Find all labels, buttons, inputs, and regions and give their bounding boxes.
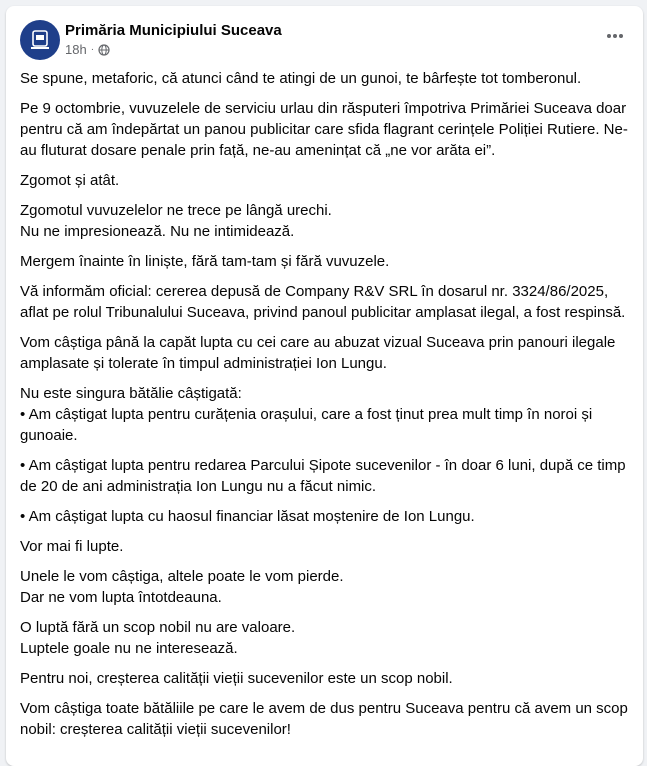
post-paragraph: Vă informăm oficial: cererea depusă de Company R&V SRL în dosarul nr. 3324/86/2025, aflat pe rolul Tribunalului Suceava, privind panoul publicitar amplasat ilegal, a fost respinsă. xyxy=(20,283,626,321)
post-paragraph: Zgomotul vuvuzelelor ne trece pe lângă urechi. Nu ne impresionează. Nu ne intimidează. xyxy=(20,202,332,240)
post-paragraph: • Am câștigat lupta cu haosul financiar lăsat moștenire de Ion Lungu. xyxy=(20,508,475,525)
post-paragraph: Mergem înainte în liniște, fără tam-tam și fără vuvuzele. xyxy=(20,253,390,270)
page-name-link[interactable]: Primăria Municipiului Suceava xyxy=(65,22,282,39)
post-body xyxy=(20,68,628,749)
post-paragraph: Se spune, metaforic, că atunci când te atingi de un gunoi, te bârfește tot tomberonul. xyxy=(20,70,582,87)
city-crest-icon xyxy=(27,27,53,53)
post-paragraph: Vor mai fi lupte. xyxy=(20,538,124,555)
post-paragraph: Pentru noi, creșterea calității vieții sucevenilor este un scop nobil. xyxy=(20,670,453,687)
post-meta xyxy=(65,42,110,57)
post-paragraph: Unele le vom câștiga, altele poate le vom pierde. Dar ne vom lupta întotdeauna. xyxy=(20,568,344,606)
meta-separator: · xyxy=(90,44,95,55)
post-paragraph: Pe 9 octombrie, vuvuzelele de serviciu urlau din răsputeri împotriva Primăriei Suceava doar pentru că am îndepărtat un panou publicitar care sfida flagrant cerințele Poliției Rutiere. Ne-au fluturat dosare penale prin față, ne-au amenințat că „ne vor arăta ei”. xyxy=(20,100,628,159)
more-options-icon[interactable] xyxy=(601,22,629,50)
post-header xyxy=(6,6,643,68)
page-avatar[interactable] xyxy=(20,20,60,60)
post-paragraph: • Am câștigat lupta pentru redarea Parcului Șipote sucevenilor - în doar 6 luni, după ce timp de 20 de ani administrația Ion Lungu nu a făcut nimic. xyxy=(20,457,626,495)
post-paragraph: Vom câștiga până la capăt lupta cu cei care au abuzat vizual Suceava prin panouri ilegale amplasate și tolerate în timpul administrației Ion Lungu. xyxy=(20,334,616,372)
post-paragraph: Vom câștiga toate bătăliile pe care le avem de dus pentru Suceava pentru că avem un scop nobil: creșterea calității vieții sucevenilor! xyxy=(20,700,628,738)
post-paragraph: Nu este singura bătălie câștigată: • Am câștigat lupta pentru curățenia orașului, care a fost ținut prea mult timp în noroi și gunoaie. xyxy=(20,385,593,444)
post-paragraph: O luptă fără un scop nobil nu are valoare. Luptele goale nu ne interesează. xyxy=(20,619,296,657)
post-timestamp[interactable]: 18h xyxy=(65,42,87,57)
globe-icon[interactable] xyxy=(98,44,110,56)
post-paragraph: Zgomot și atât. xyxy=(20,172,120,189)
post-card xyxy=(6,6,643,766)
